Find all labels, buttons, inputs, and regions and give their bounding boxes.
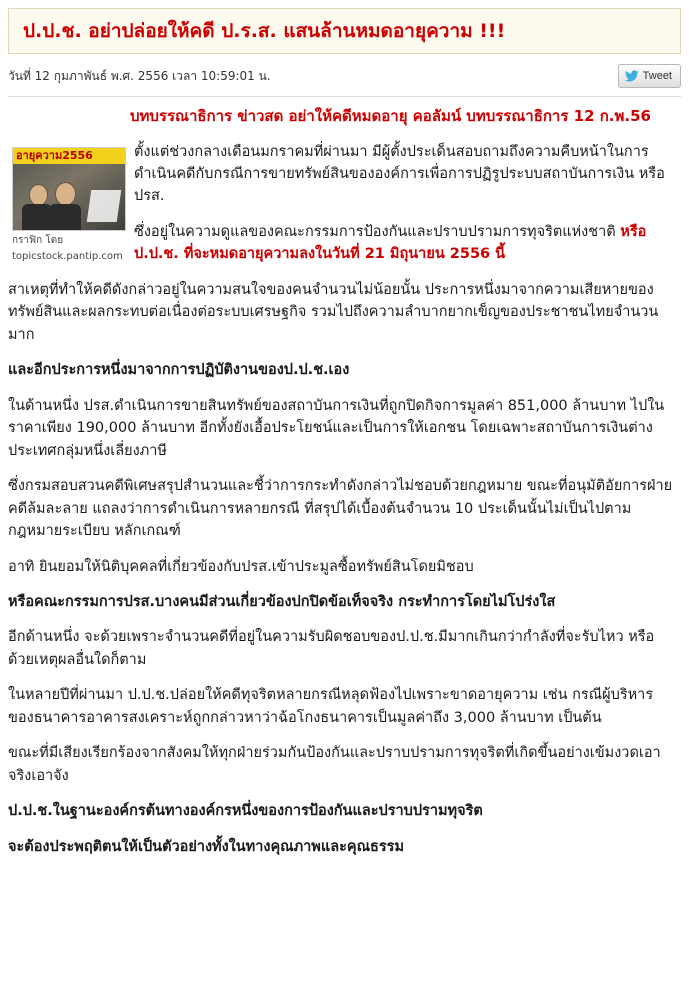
paragraph-text: ในด้านหนึ่ง ปรส.ดำเนินการขายสินทรัพย์ของสถาบันการเงินที่ถูกปิดกิจการมูลค่า 851,000 ล้านบาท ไปในราคาเพียง 190,000 ล้านบาท อีกทั้งยังเอื้อประโยชน์และเป็นการให้เอกชน โดยเฉพาะสถาบันการเงินต่างประเทศกลุ่มหนึ่งเลี่ยงภาษี [8,397,665,459]
paragraph-highlight: หรือป.ป.ช. ที่จะหมดอายุความลงในวันที่ 21 มิถุนายน 2556 นี้ [134,223,647,263]
paragraph-text: ในหลายปีที่ผ่านมา ป.ป.ช.ปล่อยให้คดีทุจริตหลายกรณีหลุดฟ้องไปเพราะขาดอายุความ เช่น กรณีผู้บริหารของธนาคารอาคารสงเคราะห์ถูกกล่าวหาว่าฉ้อโกงธนาคารเป็นมูลค่าถึง 3,000 ล้านบาท เป็นต้น [8,687,654,726]
paragraph [8,359,675,381]
paragraph-text: อีกด้านหนึ่ง จะด้วยเพราะจำนวนคดีที่อยู่ในความรับผิดชอบของป.ป.ช.มีมากเกินกว่ากำลังที่จะรับไหว หรือด้วยเหตุผลอื่นใดก็ตาม [8,629,655,668]
paragraph-text: และอีกประการหนึ่งมาจากการปฏิบัติงานของป.ป.ช.เอง [8,362,350,379]
paragraph-text: ขณะที่มีเสียงเรียกร้องจากสังคมให้ทุกฝ่ายร่วมกันป้องกันและปราบปรามการทุจริตที่เกิดขึ้นอย่างเข้มงวดเอาจริงเอาจัง [8,745,661,784]
paragraph [8,742,675,787]
figure-caption-line2: topicstock.pantip.com [12,251,123,262]
paragraph-text: ตั้งแต่ช่วงกลางเดือนมกราคมที่ผ่านมา มีผู้ตั้งประเด็นสอบถามถึงความคืบหน้าในการดำเนินคดีกับกรณีการขายทรัพย์สินขององค์การเพื่อการปฏิรูประบบสถาบันการเงิน หรือ ปรส. [134,143,665,205]
headline-banner [8,8,681,54]
tweet-label: Tweet [642,70,672,82]
header-divider [8,96,681,97]
figure-suit-a [22,204,52,231]
paragraph-text: จะต้องประพฤติตนให้เป็นตัวอย่างทั้งในทางคุณภาพและคุณธรรม [8,838,405,855]
figure-image [12,147,126,231]
figure-highlight [87,190,121,222]
figure-suit-b [49,204,81,231]
figure-person-b [55,182,76,206]
paragraph-text: ซึ่งกรมสอบสวนคดีพิเศษสรุปสำนวนและชี้ว่าการกระทำดังกล่าวไม่ชอบด้วยกฎหมาย ขณะที่อนุมัติอัยการฝ่ายคดีล้มละลาย แถลงว่าการดำเนินการหลายกรณี ที่สรุปได้เบื้องต้นจำนวน 10 ประเด็นนั้นไม่เป็นไปตามกฎหมายระเบียบ หลักเกณฑ์ [8,478,673,540]
tweet-button[interactable] [618,64,681,88]
paragraph-text: อาทิ ยินยอมให้นิติบุคคลที่เกี่ยวข้องกับปรส.เข้าประมูลซื้อทรัพย์สินโดยมิชอบ [8,558,474,575]
paragraph [8,800,675,822]
column-title: บทบรรณาธิการ ข่าวสด อย่าให้คดีหมดอายุ คอลัมน์ บทบรรณาธิการ 12 ก.พ.56 [130,107,651,125]
paragraph [8,395,675,462]
figure-photo [13,162,125,230]
paragraph-text: สาเหตุที่ทำให้คดีดังกล่าวอยู่ในความสนใจของคนจำนวนไม่น้อยนั้น ประการหนึ่งมาจากความเสียหายของทรัพย์สินและผลกระทบต่อเนื่องต่อระบบเศรษฐกิจ รวมไปถึงความลำบากยากเข็ญของประชาชนไทยจำนวนมาก [8,281,659,343]
page-title: ป.ป.ช. อย่าปล่อยให้คดี ป.ร.ส. แสนล้านหมดอายุความ !!! [23,19,506,42]
paragraph-text: ป.ป.ช.ในฐานะองค์กรต้นทางองค์กรหนึ่งของการป้องกันและปราบปรามทุจริต [8,803,483,820]
paragraph [8,591,675,613]
twitter-bird-icon [625,70,639,82]
paragraph [8,684,675,729]
figure-badge: อายุความ2556 [13,148,125,164]
article-body [8,141,675,872]
meta-row [8,64,681,88]
paragraph [8,279,675,346]
paragraph-text: หรือคณะกรรมการปรส.บางคนมีส่วนเกี่ยวข้องปกปิดข้อเท็จจริง กระทำการโดยไม่โปร่งใส [8,594,556,610]
paragraph-text: ซึ่งอยู่ในความดูแลของคณะกรรมการป้องกันและปราบปรามการทุจริตแห่งชาติ [134,223,621,240]
article-figure [12,147,124,264]
article-page [0,8,689,1001]
paragraph [8,626,675,671]
paragraph [8,475,675,542]
figure-person-a [29,184,48,206]
publish-date: วันที่ 12 กุมภาพันธ์ พ.ศ. 2556 เวลา 10:59:01 น. [8,68,271,83]
paragraph [8,556,675,578]
paragraph [8,836,675,858]
figure-caption-line1: กราฟิก โดย [12,234,64,246]
